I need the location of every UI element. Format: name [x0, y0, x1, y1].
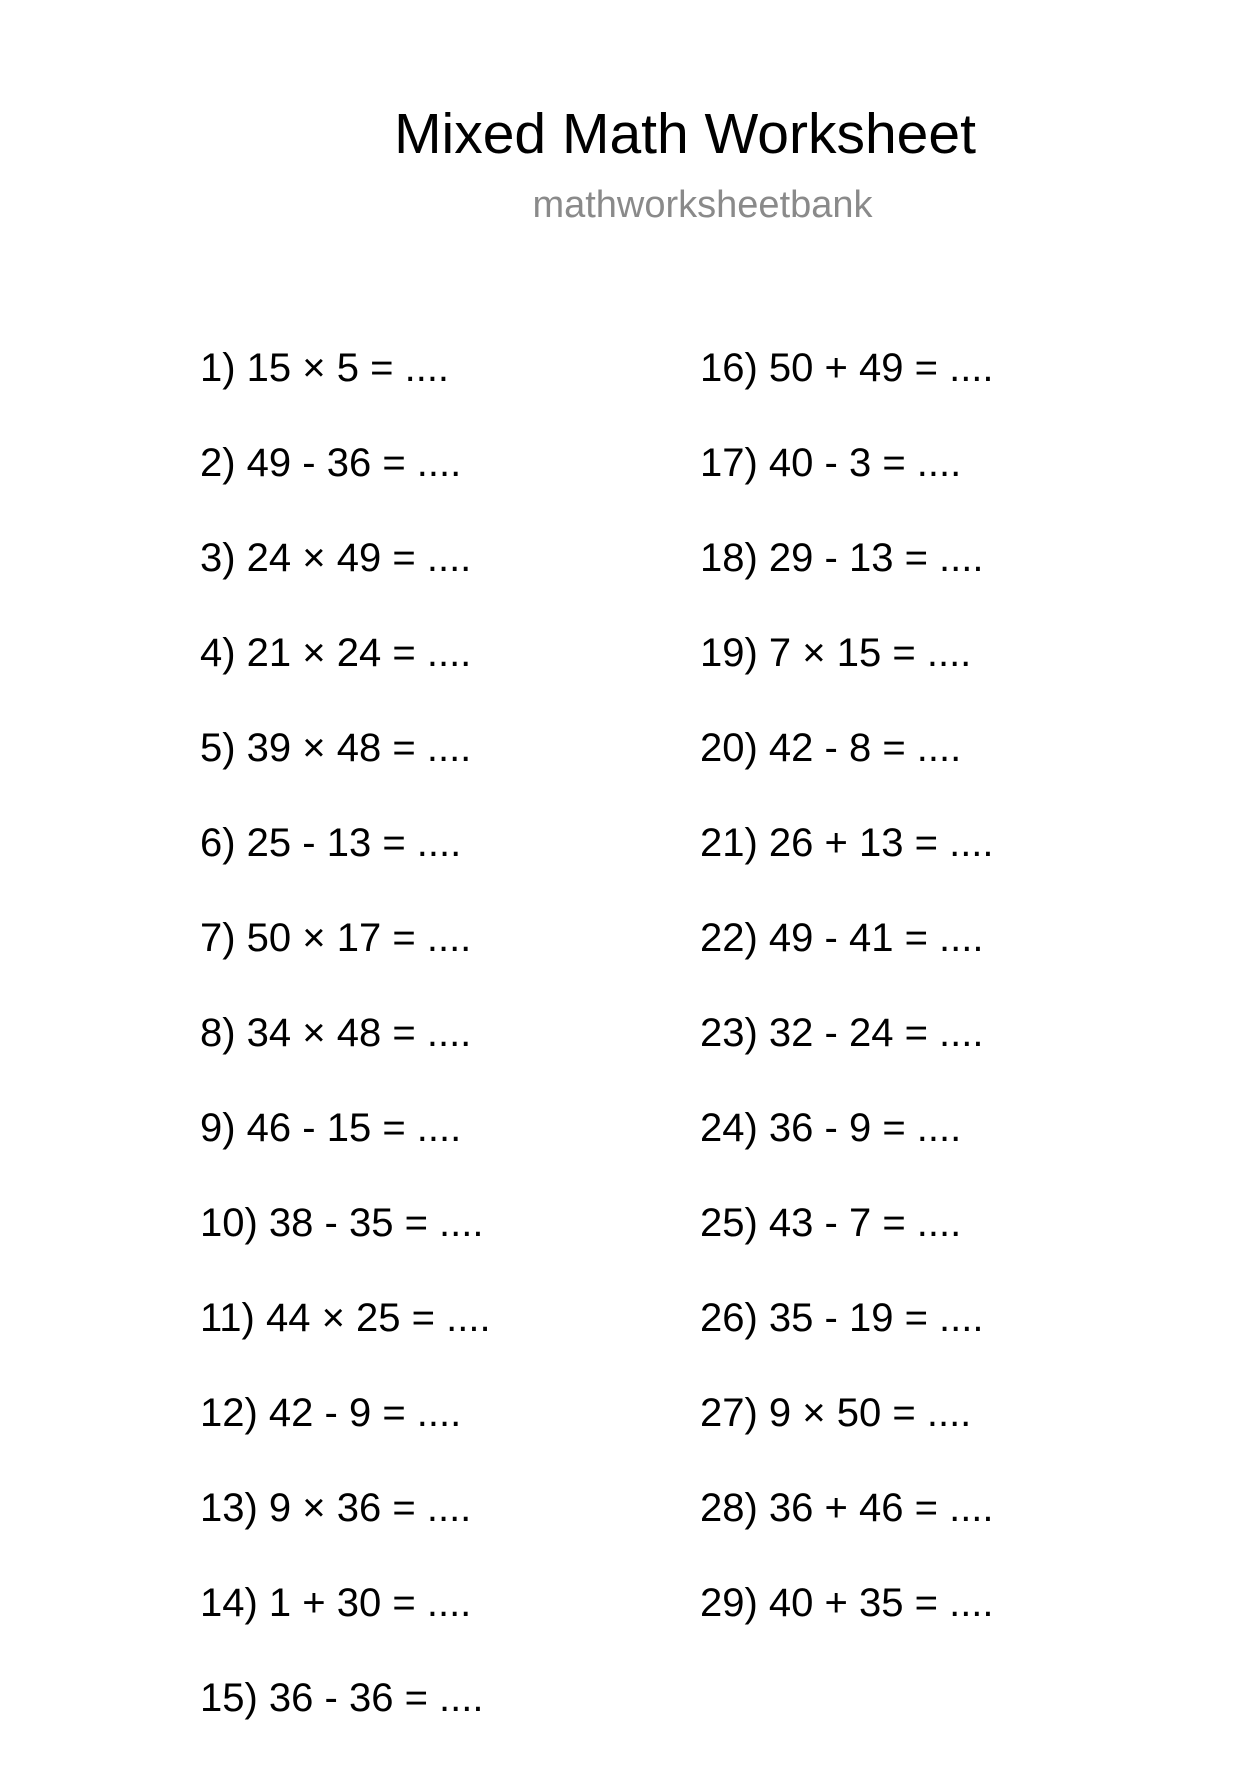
problem-column-right	[700, 344, 994, 1674]
problem-item: 13) 9 × 36 = ....	[200, 1486, 472, 1530]
problem-item: 25) 43 - 7 = ....	[700, 1201, 962, 1245]
problem-item: 26) 35 - 19 = ....	[700, 1296, 984, 1340]
worksheet-source: mathworksheetbank	[532, 184, 873, 226]
problem-item: 16) 50 + 49 = ....	[700, 346, 994, 390]
problem-item: 17) 40 - 3 = ....	[700, 441, 962, 485]
problem-item: 24) 36 - 9 = ....	[700, 1106, 962, 1150]
problem-item: 18) 29 - 13 = ....	[700, 536, 984, 580]
problem-item: 23) 32 - 24 = ....	[700, 1011, 984, 1055]
problem-item: 14) 1 + 30 = ....	[200, 1581, 472, 1625]
problem-item: 19) 7 × 15 = ....	[700, 631, 972, 675]
problem-item: 7) 50 × 17 = ....	[200, 916, 472, 960]
problem-item: 29) 40 + 35 = ....	[700, 1581, 994, 1625]
problem-item: 5) 39 × 48 = ....	[200, 726, 472, 770]
problem-item: 15) 36 - 36 = ....	[200, 1676, 484, 1720]
problem-item: 12) 42 - 9 = ....	[200, 1391, 462, 1435]
problem-item: 6) 25 - 13 = ....	[200, 821, 462, 865]
problem-item: 3) 24 × 49 = ....	[200, 536, 472, 580]
problem-item: 2) 49 - 36 = ....	[200, 441, 462, 485]
problem-item: 10) 38 - 35 = ....	[200, 1201, 484, 1245]
problem-item: 21) 26 + 13 = ....	[700, 821, 994, 865]
problem-item: 4) 21 × 24 = ....	[200, 631, 472, 675]
problem-item: 11) 44 × 25 = ....	[200, 1296, 491, 1340]
problem-column-left	[200, 344, 491, 1769]
problem-item: 8) 34 × 48 = ....	[200, 1011, 472, 1055]
problem-item: 28) 36 + 46 = ....	[700, 1486, 994, 1530]
problem-item: 9) 46 - 15 = ....	[200, 1106, 462, 1150]
problem-item: 22) 49 - 41 = ....	[700, 916, 984, 960]
problem-item: 1) 15 × 5 = ....	[200, 346, 450, 390]
worksheet-title: Mixed Math Worksheet	[394, 102, 976, 166]
problem-item: 27) 9 × 50 = ....	[700, 1391, 972, 1435]
problem-item: 20) 42 - 8 = ....	[700, 726, 962, 770]
